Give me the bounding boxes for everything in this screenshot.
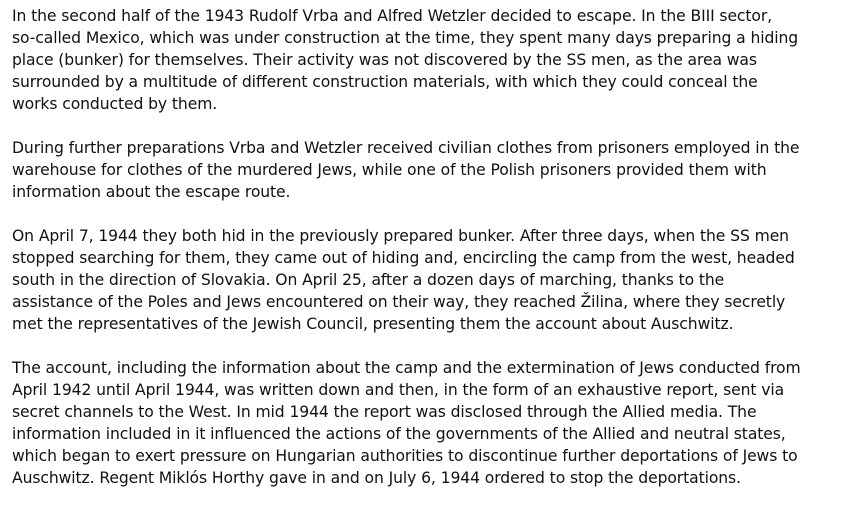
paragraph-line: so-called Mexico, which was under construction at the time, they spent many days preparing a hiding <box>12 29 799 47</box>
paragraph-line: place (bunker) for themselves. Their activity was not discovered by the SS men, as the area was <box>12 51 757 69</box>
paragraph-line: information about the escape route. <box>12 183 291 201</box>
paragraph-line: In the second half of the 1943 Rudolf Vrba and Alfred Wetzler decided to escape. In the BIII sector, <box>12 7 773 25</box>
paragraph-line: south in the direction of Slovakia. On April 25, after a dozen days of marching, thanks to the <box>12 271 725 289</box>
paragraph-line: met the representatives of the Jewish Council, presenting them the account about Auschwitz. <box>12 315 734 333</box>
paragraph-line: which began to exert pressure on Hungarian authorities to discontinue further deportations of Jews to <box>12 447 798 465</box>
paragraph-line: Auschwitz. Regent Miklós Horthy gave in and on July 6, 1944 ordered to stop the deportations. <box>12 469 741 487</box>
paragraph-line: April 1942 until April 1944, was written down and then, in the form of an exhaustive report, sent via <box>12 381 785 399</box>
paragraph-line: works conducted by them. <box>12 95 218 113</box>
paragraph-line: assistance of the Poles and Jews encountered on their way, they reached Žilina, where they secretly <box>12 293 786 311</box>
paragraph-escape-plan <box>12 5 847 115</box>
paragraph-line: stopped searching for them, they came out of hiding and, encircling the camp from the west, headed <box>12 249 795 267</box>
paragraph-line: The account, including the information about the camp and the extermination of Jews conducted from <box>12 359 801 377</box>
paragraph-escape-route <box>12 225 847 335</box>
paragraph-line: During further preparations Vrba and Wetzler received civilian clothes from prisoners employed in the <box>12 139 800 157</box>
paragraph-line: information included in it influenced the actions of the governments of the Allied and neutral states, <box>12 425 786 443</box>
paragraph-line: warehouse for clothes of the murdered Jews, while one of the Polish prisoners provided them with <box>12 161 767 179</box>
document-body <box>12 5 847 511</box>
paragraph-line: secret channels to the West. In mid 1944 the report was disclosed through the Allied media. The <box>12 403 757 421</box>
paragraph-report <box>12 357 847 489</box>
paragraph-line: On April 7, 1944 they both hid in the previously prepared bunker. After three days, when the SS men <box>12 227 789 245</box>
paragraph-preparations <box>12 137 847 203</box>
paragraph-line: surrounded by a multitude of different construction materials, with which they could conceal the <box>12 73 758 91</box>
